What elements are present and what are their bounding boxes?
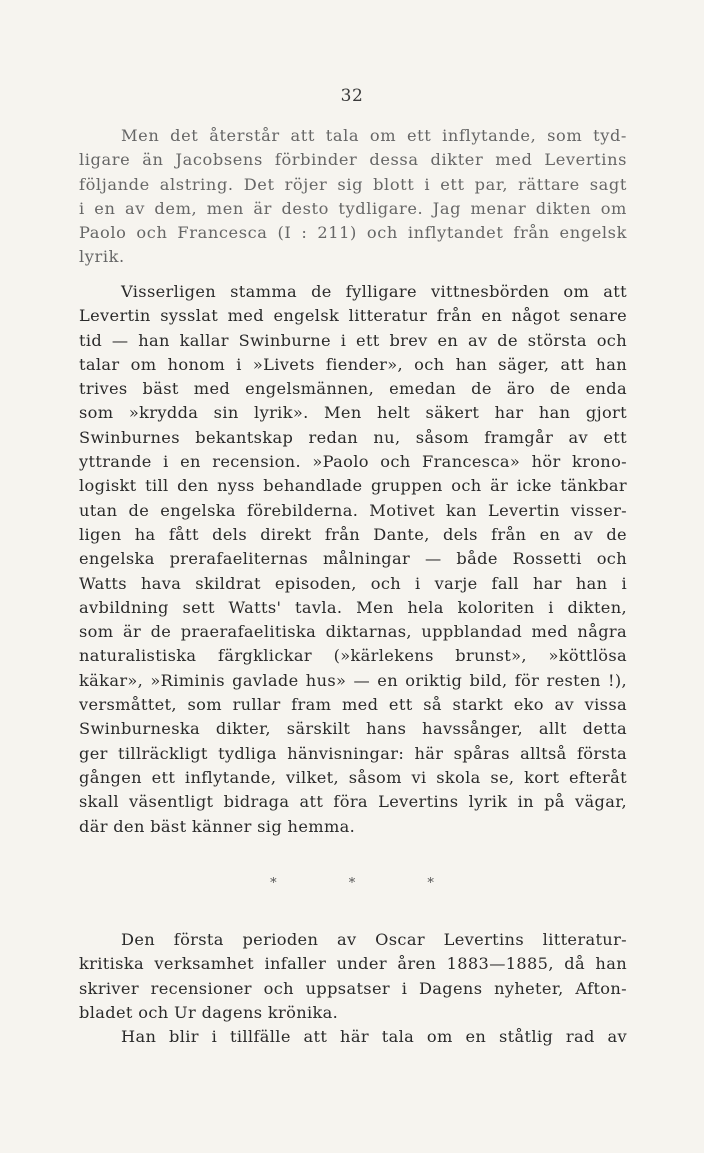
text-line: Han blir i tillfälle att här tala om en ståtlig rad av (121, 1027, 627, 1047)
text-line: bladet och Ur dagens krönika. (79, 1002, 339, 1022)
text-line: lyrik. (79, 247, 125, 267)
text-line: Den första perioden av Oscar Levertins litteratur- (121, 930, 627, 949)
text-line: versmåttet, som rullar fram med ett så starkt eko av vissa (79, 695, 627, 715)
text-line: i en av dem, men är desto tydligare. Jag menar dikten om (79, 198, 627, 218)
text-line: tid — han kallar Swinburne i ett brev en av de största och (79, 330, 627, 350)
text-line: skall väsentligt bidraga att föra Levertins lyrik in på vägar, (79, 792, 627, 812)
page-number: 32 (340, 86, 364, 106)
text-line: Swinburneska dikter, särskilt hans havssånger, allt detta (79, 719, 627, 739)
text-line: engelska prerafaeliternas målningar — både Rossetti och (79, 549, 627, 569)
text-line: där den bäst känner sig hemma. (79, 816, 356, 836)
section-break-asterisks: * * * (270, 876, 468, 891)
text-line: ligen ha fått dels direkt från Dante, dels från en av de (79, 524, 627, 544)
text-line: talar om honom i »Livets fiender», och han säger, att han (79, 354, 627, 374)
text-line: käkar», »Riminis gavlade hus» — en oriktig bild, för resten !), (79, 670, 627, 690)
text-line: Visserligen stamma de fylligare vittnesbörden om att (121, 282, 627, 301)
text-line: trives bäst med engelsmännen, emedan de äro de enda (79, 379, 627, 399)
text-line: följande alstring. Det röjer sig blott i ett par, rättare sagt (79, 174, 627, 194)
paragraph-1 (79, 124, 627, 270)
text-line: naturalistiska färgklickar (»kärlekens brunst», »köttlösa (79, 646, 627, 666)
text-line: Men det återstår att tala om ett inflytande, som tyd- (121, 126, 627, 145)
text-line: Paolo och Francesca (I : 211) och inflytandet från engelsk (79, 223, 627, 243)
text-line: gången ett inflytande, vilket, såsom vi skola se, kort efteråt (79, 767, 627, 787)
paragraph-3 (79, 928, 627, 1049)
paragraph-2 (79, 280, 627, 839)
text-line: som är de praerafaelitiska diktarnas, uppblandad med några (79, 622, 627, 642)
text-line: Watts hava skildrat episoden, och i varje fall har han i (79, 573, 627, 593)
text-line: som »krydda sin lyrik». Men helt säkert har han gjort (79, 403, 627, 423)
text-line: utan de engelska förebilderna. Motivet kan Levertin visser- (79, 500, 627, 520)
text-line: ligare än Jacobsens förbinder dessa dikter med Levertins (79, 150, 627, 170)
text-line: ger tillräckligt tydliga hänvisningar: här spåras alltså första (79, 743, 627, 763)
text-line: logiskt till den nyss behandlade gruppen och är icke tänkbar (79, 476, 627, 496)
text-line: Swinburnes bekantskap redan nu, såsom framgår av ett (79, 427, 627, 447)
text-line: skriver recensioner och uppsatser i Dagens nyheter, Afton- (79, 978, 627, 998)
text-line: Levertin sysslat med engelsk litteratur från en något senare (79, 306, 627, 326)
text-line: avbildning sett Watts' tavla. Men hela koloriten i dikten, (79, 597, 627, 617)
text-line: yttrande i en recension. »Paolo och Francesca» hör krono- (79, 452, 627, 472)
text-line: kritiska verksamhet infaller under åren 1883—1885, då han (79, 954, 627, 974)
